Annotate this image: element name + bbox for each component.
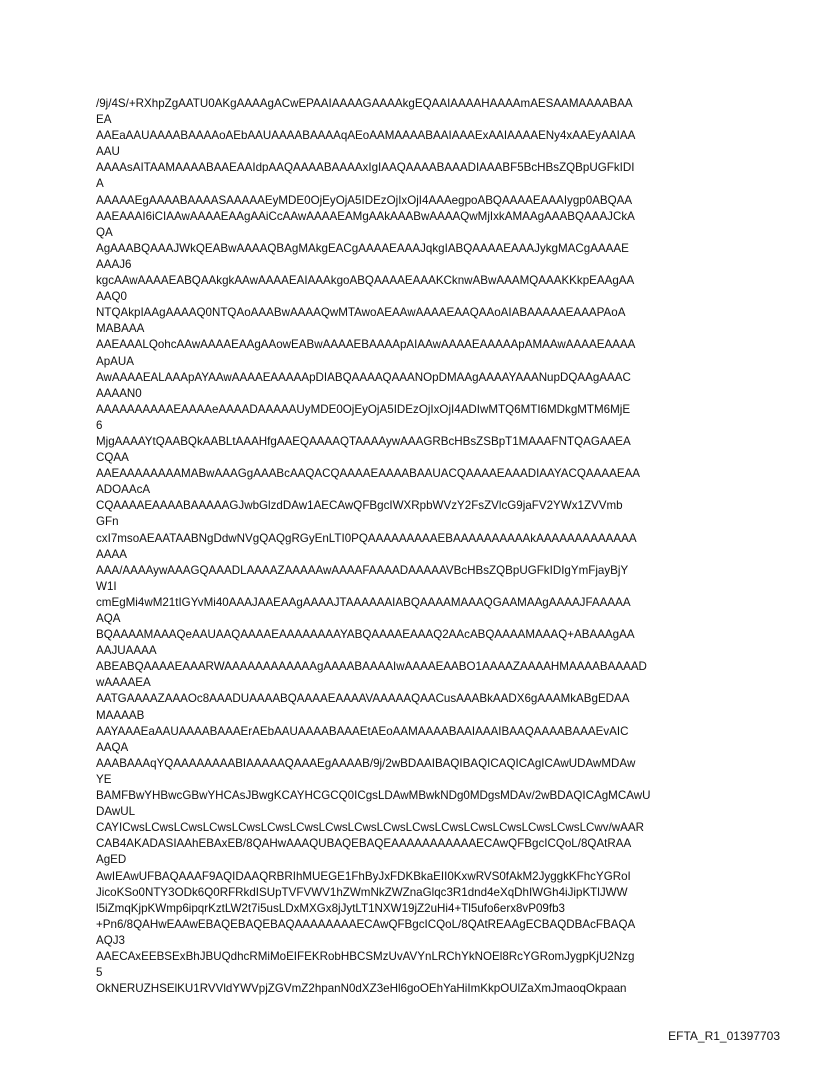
text-line: AAEAAAAAAAAMABwAAAGgAAABcAAQACQAAAAEAAAABAAUACQAAAAEAAADIAAYACQAAAAEAA xyxy=(96,467,641,481)
text-line: DAwUL xyxy=(96,805,136,819)
text-line: AQJ3 xyxy=(96,933,125,947)
text-line: AAAJ6 xyxy=(96,257,132,271)
text-line: AAEAAAI6iCIAAwAAAAEAAgAAiCcAAwAAAAEAMgAAkAAABwAAAAQwMjIxkAMAAgAAABQAAAJCkA xyxy=(96,209,635,223)
text-line: AATGAAAAZAAAOc8AAADUAAAABQAAAAEAAAAVAAAAAQAACusAAABkAADX6gAAAMkABgEDAA xyxy=(96,692,630,706)
text-line: kgcAAwAAAAEABQAAkgkAAwAAAAEAIAAAkgoABQAAAAEAAAKCknwABwAAAMQAAAKKkpEAAgAA xyxy=(96,274,635,288)
text-line: AgED xyxy=(96,853,127,867)
text-line: ApAUA xyxy=(96,354,135,368)
text-line: AAA/AAAAywAAAGQAAADLAAAAZAAAAAwAAAAFAAAADAAAAAVBcHBsZQBpUGFkIDIgYmFjayBjY xyxy=(96,563,629,577)
text-line: BAMFBwYHBwcGBwYHCAsJBwgKCAYHCGCQ0ICgsLDAwMBwkNDg0MDgsMDAv/2wBDAQICAgMCAwU xyxy=(96,789,651,803)
text-line: AAEAAALQohcAAwAAAAEAAgAAowEABwAAAAEBAAAApAIAAwAAAAEAAAAApAMAAwAAAAEAAAA xyxy=(96,338,636,352)
text-line: ABEABQAAAAEAAARWAAAAAAAAAAAAgAAAABAAAAIwAAAAEAABO1AAAAZAAAAHMAAAABAAAAD xyxy=(96,660,647,674)
text-line: CQAA xyxy=(96,451,129,465)
text-line: MABAAA xyxy=(96,322,145,336)
text-line: BQAAAAMAAAQeAAUAAQAAAAEAAAAAAAAYABQAAAAEAAAQ2AAcABQAAAAMAAAQ+ABAAAgAA xyxy=(96,628,635,642)
text-line: AAAAN0 xyxy=(96,386,142,400)
page-body-text xyxy=(96,96,726,997)
text-line: NTQAkpIAAgAAAAQ0NTQAoAAABwAAAAQwMTAwoAEAAwAAAAEAAQAAoAIABAAAAAEAAAPAoA xyxy=(96,306,626,320)
text-line: AAU xyxy=(96,145,120,159)
text-line: wAAAAEA xyxy=(96,676,151,690)
text-line: CQAAAAEAAAABAAAAAGJwbGlzdDAw1AECAwQFBgcIWXRpbWVzY2FsZVlcG9jaFV2YWx1ZVVmb xyxy=(96,499,623,513)
text-line: AAQA xyxy=(96,740,129,754)
text-line: AAYAAAEaAAUAAAABAAAErAEbAAUAAAABAAAEtAEoAAMAAAABAAIAAAIBAAQAAAABAAAEvAIC xyxy=(96,724,629,738)
text-line: GFn xyxy=(96,515,119,529)
text-line: AAAA xyxy=(96,547,127,561)
text-line: QA xyxy=(96,225,113,239)
text-line: cxI7msoAEAATAABNgDdwNVgQAQgRGyEnLTI0PQAAAAAAAAAEBAAAAAAAAAAkAAAAAAAAAAAAA xyxy=(96,531,637,545)
text-line: AAJUAAAA xyxy=(96,644,157,658)
text-line: AAECAxEEBSExBhJBUQdhcRMiMoEIFEKRobHBCSMzUvAVYnLRChYkNOEl8RcYGRomJygpKjU2Nzg xyxy=(96,949,635,963)
text-line: ADOAAcA xyxy=(96,483,151,497)
text-line: l5iZmqKjpKWmp6ipqrKztLW2t7i5usLDxMXGx8jJytLT1NXW19jZ2uHi4+Tl5ufo6erx8vP09fb3 xyxy=(96,901,565,915)
text-line: AwIEAwUFBAQAAAF9AQIDAAQRBRIhMUEGE1FhByJxFDKBkaEII0KxwRVS0fAkM2JyggkKFhcYGRoI xyxy=(96,869,631,883)
text-line: AAAAAAAAAAEAAAAeAAAADAAAAAUyMDE0OjEyOjA5IDEzOjIxOjI4ADIwMTQ6MTI6MDkgMTM6MjE xyxy=(96,402,631,416)
text-line: +Pn6/8QAHwEAAwEBAQEBAQEBAQAAAAAAAAECAwQFBgcICQoL/8QAtREAAgECBAQDBAcFBAQA xyxy=(96,917,636,931)
text-line: JicoKSo0NTY3ODk6Q0RFRkdISUpTVFVWV1hZWmNkZWZnaGlqc3R1dnd4eXqDhIWGh4iJipKTlJWW xyxy=(96,885,628,899)
text-line: YE xyxy=(96,772,112,786)
text-line: OkNERUZHSElKU1RVVldYWVpjZGVmZ2hpanN0dXZ3eHl6goOEhYaHiImKkpOUlZaXmJmaoqOkpaan xyxy=(96,982,627,996)
text-line: AgAAABQAAAJWkQEABwAAAAQBAgMAkgEACgAAAAEAAAJqkgIABQAAAAEAAAJykgMACgAAAAE xyxy=(96,241,629,255)
text-line: W1I xyxy=(96,579,117,593)
document-id-footer: EFTA_R1_01397703 xyxy=(668,1029,780,1043)
text-line: AQA xyxy=(96,612,121,625)
text-line: AwAAAAEALAAApAYAAwAAAAEAAAAApDIABQAAAAQAAANOpDMAAgAAAAYAAANupDQAAgAAAC xyxy=(96,370,631,384)
text-line: CAB4AKADASIAAhEBAxEB/8QAHwAAAQUBAQEBAQEAAAAAAAAAAAECAwQFBgcICQoL/8QAtRAA xyxy=(96,837,632,851)
text-line: cmEgMi4wM21tIGYvMi40AAAJAAEAAgAAAAJTAAAAAAIABQAAAAMAAAQGAAMAAgAAAAJFAAAAA xyxy=(96,595,631,609)
text-line: A xyxy=(96,177,104,191)
text-line: AAAAAEgAAAABAAAASAAAAAEyMDE0OjEyOjA5IDEzOjIxOjI4AAAegpoABQAAAAEAAAIygp0ABQAA xyxy=(96,193,633,207)
text-line: /9j/4S/+RXhpZgAATU0AKgAAAAgACwEPAAIAAAAGAAAAkgEQAAIAAAAHAAAAmAESAAMAAAABAA xyxy=(96,97,633,110)
text-line: AAEaAAUAAAABAAAAoAEbAAUAAAABAAAAqAEoAAMAAAABAAIAAAExAAIAAAAENy4xAAEyAAIAA xyxy=(96,129,636,143)
text-line: MjgAAAAYtQAABQkAABLtAAAHfgAAEQAAAAQTAAAAywAAAGRBcHBsZSBpT1MAAAFNTQAGAAEA xyxy=(96,434,631,448)
text-line: 5 xyxy=(96,966,103,980)
text-line: AAAAsAITAAMAAAABAAEAAIdpAAQAAAABAAAAxIgIAAQAAAABAAADIAAABF5BcHBsZQBpUGFkIDI xyxy=(96,161,635,175)
text-line: EA xyxy=(96,113,112,127)
text-line: 6 xyxy=(96,418,103,432)
text-line: AAQ0 xyxy=(96,290,127,304)
text-line: MAAAAB xyxy=(96,708,145,722)
text-line: CAYICwsLCwsLCwsLCwsLCwsLCwsLCwsLCwsLCwsLCwsLCwsLCwsLCwsLCwsLCwsLCwsLCwv/wAAR xyxy=(96,821,645,835)
text-line: AAABAAAqYQAAAAAAAABIAAAAAQAAAEgAAAAB/9j/2wBDAAIBAQIBAQICAQICAgICAwUDAwMDAw xyxy=(96,756,636,770)
